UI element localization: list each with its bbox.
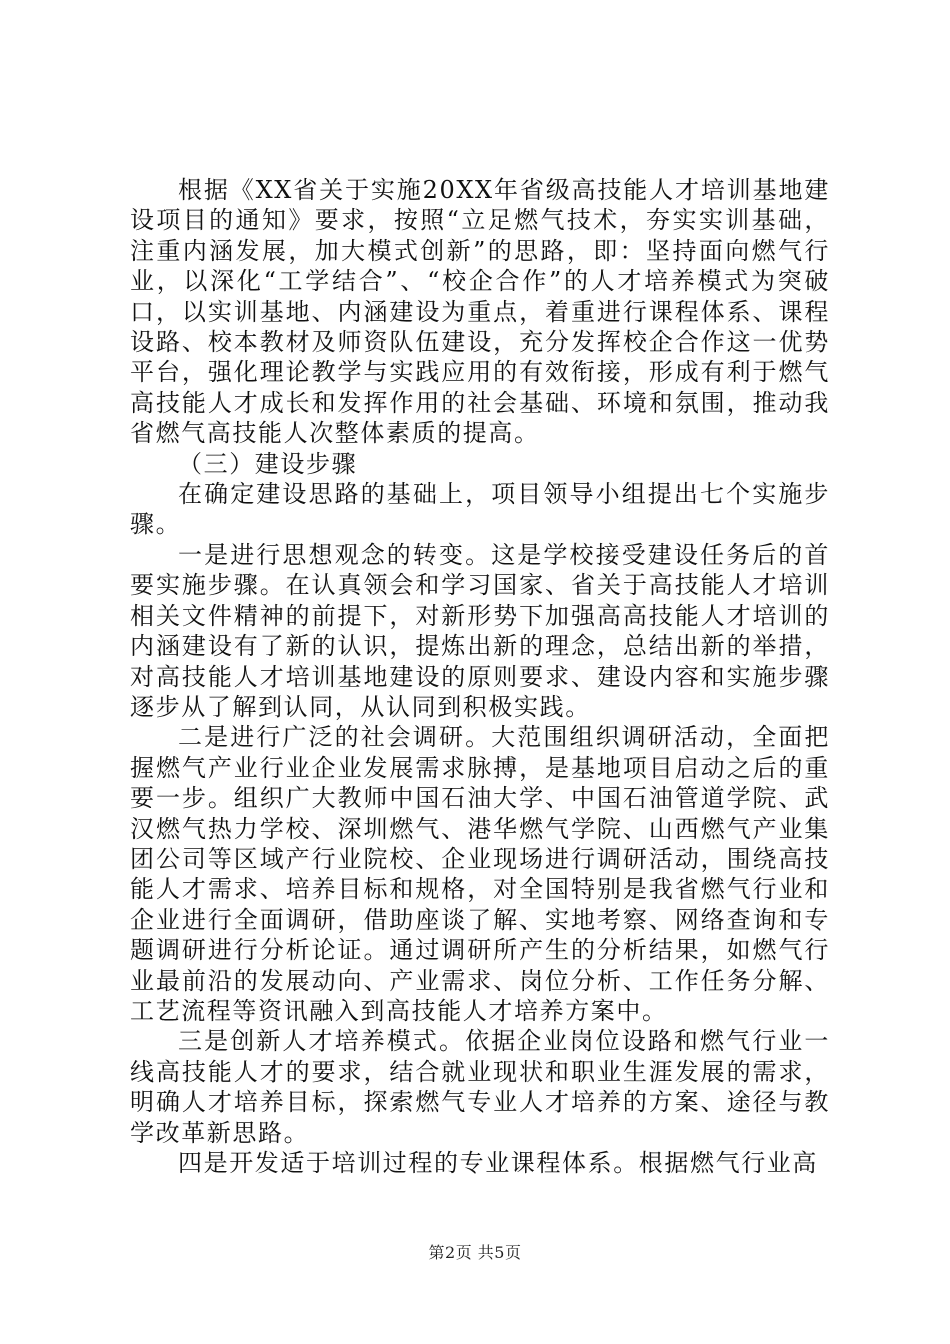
paragraph-project-notice: 根据《XX省关于实施20XX年省级高技能人才培训基地建设项目的通知》要求，按照“立足燃气技术，夯实实训基础，注重内涵发展，加大模式创新”的思路，即：坚持面向燃气行业，以深化“工学结合”、“校企合作”的人才培养模式为突破口，以实训基地、内涵建设为重点，着重进行课程体系、课程设路、校本教材及师资队伍建设，充分发挥校企合作这一优势平台，强化理论教学与实践应用的有效衔接，形成有利于燃气高技能人才成长和发挥作用的社会基础、环境和氛围，推动我省燃气高技能人次整体素质的提高。 xyxy=(130,176,830,448)
paragraph-seven-steps-intro: 在确定建设思路的基础上，项目领导小组提出七个实施步骤。 xyxy=(130,480,830,539)
document-body xyxy=(130,175,830,1178)
paragraph-step-four: 四是开发适于培训过程的专业课程体系。根据燃气行业高 xyxy=(178,1149,818,1177)
paragraph-step-two: 二是进行广泛的社会调研。大范围组织调研活动，全面把握燃气产业行业企业发展需求脉搏，是基地项目启动之后的重要一步。组织广大教师中国石油大学、中国石油管道学院、武汉燃气热力学校、深圳燃气、港华燃气学院、山西燃气产业集团公司等区域产行业院校、企业现场进行调研活动，围绕高技能人才需求、培养目标和规格，对全国特别是我省燃气行业和企业进行全面调研，借助座谈了解、实地考察、网络查询和专题调研进行分析论证。通过调研所产生的分析结果，如燃气行业最前沿的发展动向、产业需求、岗位分析、工作任务分解、工艺流程等资讯融入到高技能人才培养方案中。 xyxy=(130,723,830,1025)
paragraph-step-three: 三是创新人才培养模式。依据企业岗位设路和燃气行业一线高技能人才的要求，结合就业现状和职业生涯发展的需求，明确人才培养目标，探索燃气专业人才培养的方案、途径与教学改革新思路。 xyxy=(130,1027,830,1147)
paragraph-step-one: 一是进行思想观念的转变。这是学校接受建设任务后的首要实施步骤。在认真领会和学习国家、省关于高技能人才培训相关文件精神的前提下，对新形势下加强高高技能人才培训的内涵建设有了新的认识，提炼出新的理念，总结出新的举措，对高技能人才培训基地建设的原则要求、建设内容和实施步骤逐步从了解到认同，从认同到积极实践。 xyxy=(130,540,830,721)
section-heading-construction-steps: （三）建设步骤 xyxy=(178,449,358,478)
page-number-footer: 第2页 共5页 xyxy=(428,1243,522,1262)
